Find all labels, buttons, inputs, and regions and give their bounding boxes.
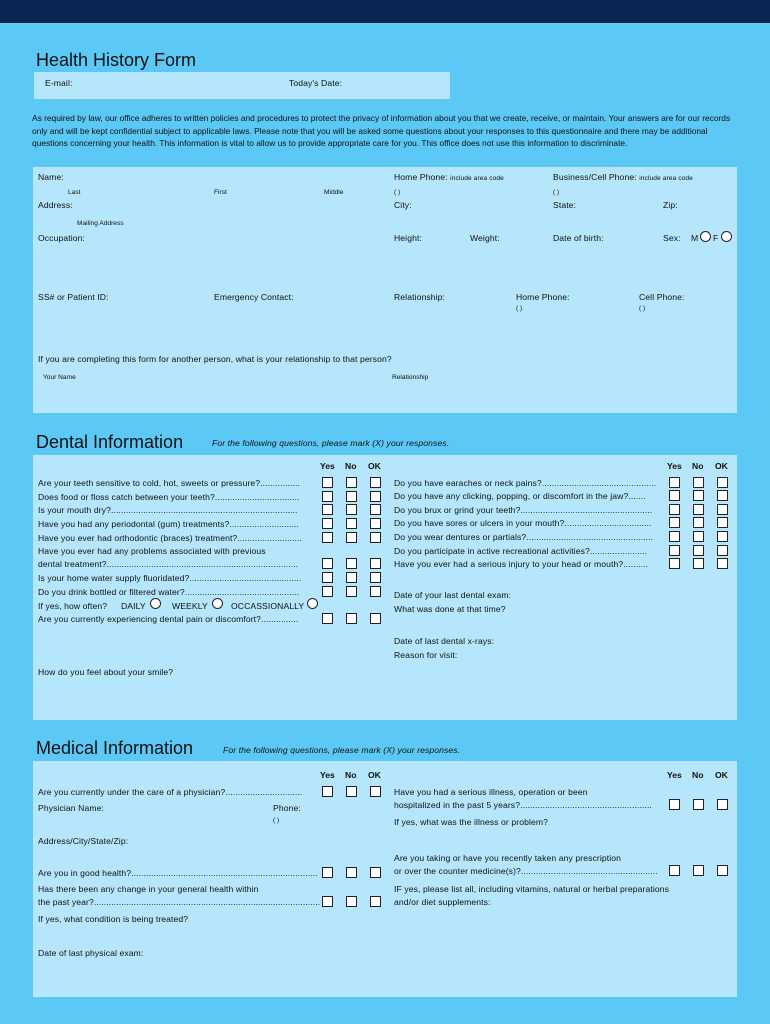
checkbox-no[interactable] — [693, 865, 704, 876]
checkbox-no[interactable] — [693, 490, 704, 501]
checkbox-ok[interactable] — [370, 786, 381, 797]
checkbox-yes[interactable] — [669, 558, 680, 569]
checkbox-ok[interactable] — [370, 558, 381, 569]
todays-date-label: Today's Date: — [289, 78, 343, 88]
middle-name-caption: Middle — [324, 189, 344, 196]
medical-q-rx-1: Are you taking or have you recently taken any prescription — [394, 853, 621, 863]
checkbox-yes[interactable] — [669, 504, 680, 515]
checkbox-no[interactable] — [346, 504, 357, 515]
ec-cell-phone-label: Cell Phone: — [639, 292, 685, 302]
emergency-contact-label: Emergency Contact: — [214, 292, 294, 302]
dental-q-pain: Are you currently experiencing dental pain or discomfort?............... — [38, 614, 299, 624]
medical-q-change-2: the past year?........................................................................................... — [38, 897, 321, 907]
last-xrays-label: Date of last dental x-rays: — [394, 636, 495, 646]
list-medications-1: IF yes, please list all, including vitamins, natural or herbal preparations — [394, 884, 669, 894]
dental-q-injury: Have you ever had a serious injury to your head or mouth?.......... — [394, 559, 649, 569]
dental-no-header-right: No — [692, 461, 704, 471]
checkbox-ok[interactable] — [717, 517, 728, 528]
address-label: Address: — [38, 200, 73, 210]
height-label: Height: — [394, 233, 422, 243]
home-phone-paren: ( ) — [394, 189, 401, 196]
checkbox-no[interactable] — [346, 613, 357, 624]
privacy-notice: As required by law, our office adheres to written policies and procedures to protect the privacy of information about you that we create, receive, or maintain. Your answers are for our records only and will be kept confidential subject to applicable laws. Please note that you will be asked some questions about your responses to this questionnaire and there may be additional questions concerning your health. This information is vital to allow us to provide appropriate care for you. This office does not use this information to discriminate. — [32, 113, 731, 149]
medical-yes-header-right: Yes — [667, 770, 682, 780]
dental-no-header: No — [345, 461, 357, 471]
sex-f-label: F — [713, 233, 719, 243]
checkbox-ok[interactable] — [370, 586, 381, 597]
dental-q-sensitive: Are your teeth sensitive to cold, hot, sweets or pressure?................ — [38, 478, 300, 488]
checkbox-no[interactable] — [693, 517, 704, 528]
checkbox-ok[interactable] — [370, 491, 381, 502]
last-physical-label: Date of last physical exam: — [38, 948, 144, 958]
checkbox-no[interactable] — [346, 477, 357, 488]
physician-address-label: Address/City/State/Zip: — [38, 836, 129, 846]
medical-q-illness-1: Have you had a serious illness, operation or been — [394, 787, 588, 797]
checkbox-no[interactable] — [346, 786, 357, 797]
checkbox-yes[interactable] — [322, 477, 333, 488]
physician-phone-label: Phone: — [273, 803, 301, 813]
sex-m-label: M — [691, 233, 699, 243]
freq-occasionally-radio[interactable] — [307, 598, 318, 609]
checkbox-yes[interactable] — [669, 531, 680, 542]
ss-label: SS# or Patient ID: — [38, 292, 109, 302]
dental-yes-header: Yes — [320, 461, 335, 471]
medical-q-rx-2: or over the counter medicine(s)?....................................................... — [394, 866, 658, 876]
checkbox-ok[interactable] — [370, 518, 381, 529]
medical-instructions: For the following questions, please mark (X) your responses. — [223, 745, 461, 755]
illness-what-label: If yes, what was the illness or problem? — [394, 817, 548, 827]
patient-info-panel — [33, 167, 737, 413]
state-label: State: — [553, 200, 577, 210]
checkbox-ok[interactable] — [717, 558, 728, 569]
mailing-address-caption: Mailing Address — [77, 220, 124, 227]
checkbox-no[interactable] — [346, 558, 357, 569]
dental-q-sores: Do you have sores or ulcers in your mouth?................................... — [394, 518, 652, 528]
checkbox-no[interactable] — [693, 477, 704, 488]
email-label: E-mail: — [45, 78, 73, 88]
checkbox-ok[interactable] — [370, 613, 381, 624]
checkbox-yes[interactable] — [669, 545, 680, 556]
checkbox-yes[interactable] — [322, 613, 333, 624]
condition-treated-label: If yes, what condition is being treated? — [38, 914, 189, 924]
dental-q-problems-1: Have you ever had any problems associated with previous — [38, 546, 266, 556]
medical-no-header: No — [345, 770, 357, 780]
checkbox-no[interactable] — [693, 504, 704, 515]
first-name-caption: First — [214, 189, 227, 196]
other-person-question: If you are completing this form for another person, what is your relationship to that person? — [38, 354, 392, 364]
checkbox-yes[interactable] — [669, 490, 680, 501]
physician-phone-paren: ( ) — [273, 817, 280, 824]
checkbox-yes[interactable] — [669, 517, 680, 528]
dental-instructions: For the following questions, please mark (X) your responses. — [212, 438, 450, 448]
what-was-done-label: What was done at that time? — [394, 604, 506, 614]
freq-daily-radio[interactable] — [150, 598, 161, 609]
list-medications-2: and/or diet supplements: — [394, 897, 491, 907]
checkbox-no[interactable] — [346, 867, 357, 878]
checkbox-ok[interactable] — [370, 504, 381, 515]
occupation-label: Occupation: — [38, 233, 85, 243]
business-phone-label: Business/Cell Phone: include area code — [553, 172, 693, 182]
medical-ok-header: OK — [368, 770, 381, 780]
dental-q-food-floss: Does food or floss catch between your teeth?.................................. — [38, 492, 300, 502]
dental-q-bottled-water: Do you drink bottled or filtered water?.............................................. — [38, 587, 300, 597]
dental-q-how-often: If yes, how often? — [38, 601, 108, 611]
relationship-caption: Relationship — [392, 374, 429, 381]
medical-q-physician: Are you currently under the care of a physician?............................... — [38, 787, 303, 797]
smile-question: How do you feel about your smile? — [38, 667, 174, 677]
medical-q-change-1: Has there been any change in your general health within — [38, 884, 259, 894]
last-name-caption: Last — [68, 189, 81, 196]
city-label: City: — [394, 200, 412, 210]
dental-q-fluoridated: Is your home water supply fluoridated?............................................. — [38, 573, 302, 583]
checkbox-ok[interactable] — [717, 504, 728, 515]
checkbox-no[interactable] — [346, 896, 357, 907]
checkbox-yes[interactable] — [322, 491, 333, 502]
checkbox-yes[interactable] — [322, 558, 333, 569]
medical-q-illness-2: hospitalized in the past 5 years?..................................................... — [394, 800, 652, 810]
checkbox-ok[interactable] — [370, 572, 381, 583]
form-title: Health History Form — [36, 50, 197, 70]
medical-no-header-right: No — [692, 770, 704, 780]
zip-label: Zip: — [663, 200, 678, 210]
checkbox-ok[interactable] — [717, 799, 728, 810]
dental-q-brux: Do you brux or grind your teeth?..................................................... — [394, 505, 653, 515]
sex-m-radio[interactable] — [700, 231, 711, 242]
checkbox-ok[interactable] — [717, 545, 728, 556]
checkbox-no[interactable] — [693, 531, 704, 542]
checkbox-no[interactable] — [693, 799, 704, 810]
dental-q-orthodontic: Have you ever had orthodontic (braces) treatment?.......................... — [38, 533, 302, 543]
checkbox-yes[interactable] — [669, 477, 680, 488]
medical-q-good-health: Are you in good health?........................................................................... — [38, 868, 318, 878]
dental-ok-header-right: OK — [715, 461, 728, 471]
dental-yes-header-right: Yes — [667, 461, 682, 471]
ec-home-phone-label: Home Phone: — [516, 292, 570, 302]
checkbox-no[interactable] — [346, 518, 357, 529]
checkbox-no[interactable] — [346, 586, 357, 597]
home-phone-label: Home Phone: include area code — [394, 172, 504, 182]
dental-q-jaw: Do you have any clicking, popping, or discomfort in the jaw?....... — [394, 491, 646, 501]
checkbox-yes[interactable] — [322, 786, 333, 797]
checkbox-ok[interactable] — [717, 477, 728, 488]
top-banner — [0, 0, 770, 23]
checkbox-yes[interactable] — [322, 586, 333, 597]
checkbox-ok[interactable] — [717, 490, 728, 501]
business-phone-paren: ( ) — [553, 189, 560, 196]
sex-f-radio[interactable] — [721, 231, 732, 242]
last-dental-exam-label: Date of your last dental exam: — [394, 590, 512, 600]
checkbox-ok[interactable] — [717, 865, 728, 876]
your-name-caption: Your Name — [43, 374, 76, 381]
dental-q-earaches: Do you have earaches or neck pains?.............................................. — [394, 478, 657, 488]
freq-weekly-radio[interactable] — [212, 598, 223, 609]
checkbox-no[interactable] — [346, 491, 357, 502]
dental-q-dry-mouth: Is your mouth dry?........................................................................... — [38, 505, 298, 515]
physician-name-label: Physician Name: — [38, 803, 104, 813]
ec-home-phone-paren: ( ) — [516, 305, 523, 312]
freq-occasionally-label: OCCASSIONALLY — [231, 601, 305, 611]
checkbox-no[interactable] — [693, 545, 704, 556]
dental-q-dentures: Do you wear dentures or partials?................................................... — [394, 532, 654, 542]
checkbox-no[interactable] — [346, 572, 357, 583]
medical-yes-header: Yes — [320, 770, 335, 780]
dental-ok-header: OK — [368, 461, 381, 471]
email-date-panel — [34, 72, 450, 99]
checkbox-yes[interactable] — [322, 572, 333, 583]
checkbox-yes[interactable] — [322, 504, 333, 515]
name-label: Name: — [38, 172, 64, 182]
weight-label: Weight: — [470, 233, 500, 243]
dob-label: Date of birth: — [553, 233, 604, 243]
checkbox-yes[interactable] — [669, 865, 680, 876]
dental-q-recreational: Do you participate in active recreational activities?....................... — [394, 546, 648, 556]
reason-for-visit-label: Reason for visit: — [394, 650, 458, 660]
medical-section-title: Medical Information — [36, 738, 194, 758]
checkbox-yes[interactable] — [322, 532, 333, 543]
checkbox-yes[interactable] — [322, 518, 333, 529]
checkbox-ok[interactable] — [370, 867, 381, 878]
dental-q-periodontal: Have you had any periodontal (gum) treatments?............................ — [38, 519, 300, 529]
checkbox-ok[interactable] — [370, 532, 381, 543]
checkbox-no[interactable] — [346, 532, 357, 543]
checkbox-yes[interactable] — [669, 799, 680, 810]
dental-q-problems-2: dental treatment?............................................................................. — [38, 559, 299, 569]
medical-ok-header-right: OK — [715, 770, 728, 780]
dental-section-title: Dental Information — [36, 432, 184, 452]
checkbox-ok[interactable] — [370, 896, 381, 907]
freq-daily-label: DAILY — [121, 601, 146, 611]
freq-weekly-label: WEEKLY — [172, 601, 208, 611]
checkbox-ok[interactable] — [717, 531, 728, 542]
checkbox-no[interactable] — [693, 558, 704, 569]
relationship-label: Relationship: — [394, 292, 445, 302]
checkbox-yes[interactable] — [322, 867, 333, 878]
sex-label: Sex: — [663, 233, 681, 243]
checkbox-yes[interactable] — [322, 896, 333, 907]
ec-cell-phone-paren: ( ) — [639, 305, 646, 312]
checkbox-ok[interactable] — [370, 477, 381, 488]
